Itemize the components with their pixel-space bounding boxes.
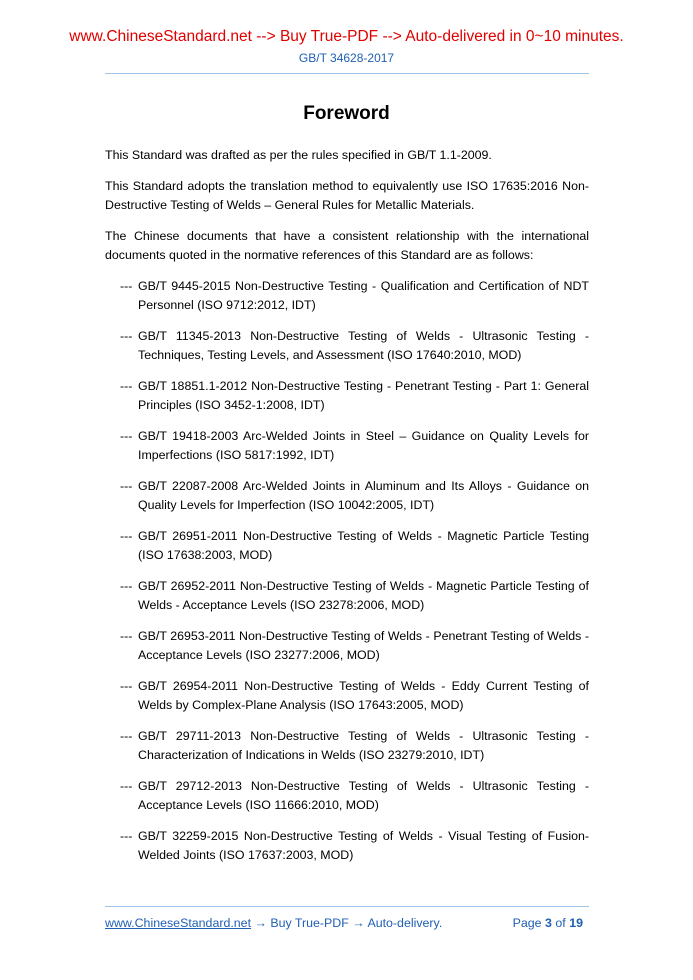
header-rule — [105, 73, 589, 74]
reference-text: GB/T 19418-2003 Arc-Welded Joints in Steel – Guidance on Quality Levels for Imperfections (ISO 5817:1992, IDT) — [138, 429, 589, 462]
footer-buy-text: Buy True-PDF — [270, 916, 349, 930]
reference-item — [105, 477, 589, 515]
paragraph-references-intro: The Chinese documents that have a consistent relationship with the international documents quoted in the normative references of this Standard are as follows: — [105, 229, 589, 262]
reference-text: GB/T 11345-2013 Non-Destructive Testing of Welds - Ultrasonic Testing - Techniques, Testing Levels, and Assessment (ISO 17640:2010, MOD) — [138, 329, 589, 362]
paragraph-drafting-rules: This Standard was drafted as per the rules specified in GB/T 1.1-2009. — [105, 148, 492, 162]
page-total: 19 — [569, 916, 583, 930]
reference-item — [105, 527, 589, 565]
reference-item — [105, 277, 589, 315]
reference-item — [105, 327, 589, 365]
reference-dash: --- — [120, 679, 133, 693]
footer-rule — [105, 906, 589, 907]
reference-text: GB/T 26951-2011 Non-Destructive Testing of Welds - Magnetic Particle Testing (ISO 17638:2003, MOD) — [138, 529, 589, 562]
reference-item — [105, 727, 589, 765]
reference-text: GB/T 32259-2015 Non-Destructive Testing of Welds - Visual Testing of Fusion-Welded Joints (ISO 17637:2003, MOD) — [138, 829, 589, 862]
footer-delivery-text: Auto-delivery. — [367, 916, 443, 930]
reference-item — [105, 427, 589, 465]
reference-dash: --- — [120, 329, 133, 343]
footer — [105, 916, 589, 934]
footer-links — [105, 916, 442, 930]
page-number: 3 — [545, 916, 552, 930]
reference-text: GB/T 22087-2008 Arc-Welded Joints in Aluminum and Its Alloys - Guidance on Quality Levels for Imperfection (ISO 10042:2005, IDT) — [138, 479, 589, 512]
reference-dash: --- — [120, 529, 133, 543]
page-indicator — [513, 916, 583, 930]
reference-dash: --- — [120, 829, 133, 843]
reference-text: GB/T 9445-2015 Non-Destructive Testing - Qualification and Certification of NDT Personnel (ISO 9712:2012, IDT) — [138, 279, 589, 312]
standard-code: GB/T 34628-2017 — [298, 51, 395, 65]
reference-text: GB/T 26954-2011 Non-Destructive Testing of Welds - Eddy Current Testing of Welds by Complex-Plane Analysis (ISO 17643:2005, MOD) — [138, 679, 589, 712]
reference-dash: --- — [120, 629, 133, 643]
reference-item — [105, 827, 589, 865]
reference-item — [105, 677, 589, 715]
reference-dash: --- — [120, 429, 133, 443]
document-body — [105, 146, 589, 877]
reference-dash: --- — [120, 279, 133, 293]
reference-item — [105, 377, 589, 415]
reference-dash: --- — [120, 779, 133, 793]
reference-list — [105, 277, 589, 865]
reference-dash: --- — [120, 379, 133, 393]
reference-text: GB/T 18851.1-2012 Non-Destructive Testing - Penetrant Testing - Part 1: General Principles (ISO 3452-1:2008, IDT) — [138, 379, 589, 412]
reference-dash: --- — [120, 729, 133, 743]
top-banner[interactable]: www.ChineseStandard.net --> Buy True-PDF --> Auto-delivered in 0~10 minutes. — [69, 28, 624, 45]
reference-text: GB/T 26953-2011 Non-Destructive Testing of Welds - Penetrant Testing of Welds -Acceptance Levels (ISO 23277:2006, MOD) — [138, 629, 589, 662]
page-of-label: of — [555, 916, 566, 930]
page-label: Page — [512, 916, 542, 930]
reference-dash: --- — [120, 579, 133, 593]
arrow-right-icon: → — [254, 916, 267, 930]
reference-text: GB/T 26952-2011 Non-Destructive Testing of Welds - Magnetic Particle Testing of Welds - Acceptance Levels (ISO 23278:2006, MOD) — [138, 579, 589, 612]
paragraph-adoption: This Standard adopts the translation method to equivalently use ISO 17635:2016 Non-Destructive Testing of Welds – General Rules for Metallic Materials. — [105, 179, 589, 212]
reference-text: GB/T 29711-2013 Non-Destructive Testing of Welds - Ultrasonic Testing - Characterization of Indications in Welds (ISO 23279:2010, IDT) — [138, 729, 589, 762]
reference-item — [105, 577, 589, 615]
reference-item — [105, 777, 589, 815]
footer-site-link[interactable]: www.ChineseStandard.net — [105, 916, 252, 930]
reference-text: GB/T 29712-2013 Non-Destructive Testing of Welds - Ultrasonic Testing - Acceptance Levels (ISO 11666:2010, MOD) — [138, 779, 589, 812]
reference-dash: --- — [120, 479, 133, 493]
reference-item — [105, 627, 589, 665]
arrow-right-icon: → — [352, 916, 365, 930]
page-title: Foreword — [303, 103, 390, 124]
